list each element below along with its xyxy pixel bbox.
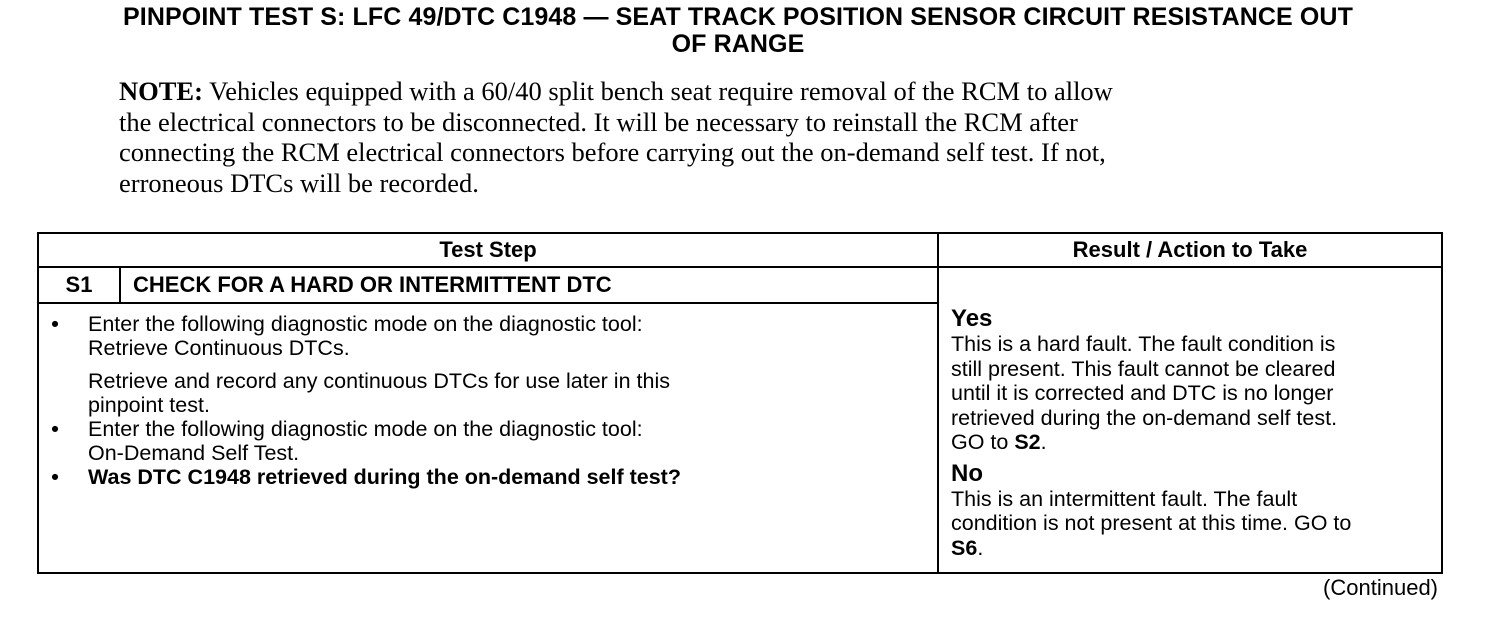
bullet-icon: • — [51, 312, 59, 336]
step-item: • Enter the following diagnostic mode on the diagnostic tool: Retrieve Continuous DTCs. — [48, 312, 937, 360]
title-line-2: OF RANGE — [671, 30, 805, 58]
result-yes-label: Yes — [951, 305, 993, 332]
note-line-2: the electrical connectors to be disconnected. It will be necessary to reinstall the RCM after — [119, 106, 1078, 137]
result-no-line: condition is not present at this time. GO to — [951, 511, 1352, 535]
continued-label: (Continued) — [1323, 575, 1438, 600]
result-no-goto: S6 — [951, 535, 978, 560]
step-question: • Was DTC C1948 retrieved during the on-demand self test? — [48, 465, 937, 489]
note-label: NOTE: — [119, 76, 203, 106]
result-yes-goto: S2 — [1014, 430, 1041, 454]
bullet-icon: • — [51, 465, 59, 489]
title-line-1: PINPOINT TEST S: LFC 49/DTC C1948 — SEAT TRACK POSITION SENSOR CIRCUIT RESISTANCE OUT — [123, 3, 1353, 31]
pinpoint-test-table — [37, 232, 1443, 574]
step-title: CHECK FOR A HARD OR INTERMITTENT DTC — [120, 267, 938, 303]
result-yes-line: This is a hard fault. The fault condition is — [951, 332, 1336, 356]
pinpoint-test-title — [20, 4, 1456, 58]
result-yes-line: GO to — [951, 430, 1015, 454]
note-paragraph — [119, 76, 1359, 198]
result-no-line: This is an intermittent fault. The fault — [951, 486, 1298, 511]
result-cell: Yes This is a hard fault. The fault condition is still present. This fault cannot be cleared until it is corrected and DTC is no longer retrieved during the on-demand self test. GO to S2. No This is an intermittent fault. The fault condition is not present at this time. GO to S6. — [938, 267, 1442, 573]
header-result-action: Result / Action to Take — [938, 233, 1442, 267]
result-yes-line: until it is corrected and DTC is no longer — [951, 381, 1334, 405]
result-yes-line: still present. This fault cannot be cleared — [951, 356, 1336, 381]
note-line-1: Vehicles equipped with a 60/40 split bench seat require removal of the RCM to allow — [209, 76, 1113, 106]
result-no-label: No — [951, 459, 984, 487]
note-line-4: erroneous DTCs will be recorded. — [119, 167, 479, 198]
step-body — [51, 303, 938, 573]
result-yes-line: retrieved during the on-demand self test. — [951, 405, 1338, 430]
step-item: • Enter the following diagnostic mode on the diagnostic tool: On-Demand Self Test. — [48, 417, 937, 465]
bullet-icon: • — [51, 417, 59, 441]
note-line-3: connecting the RCM electrical connectors before carrying out the on-demand self test. If not, — [119, 137, 1106, 167]
step-sub-text: Retrieve and record any continuous DTCs for use later in this pinpoint test. — [88, 369, 670, 417]
step-id: S1 — [38, 267, 120, 303]
header-test-step: Test Step — [38, 233, 938, 267]
